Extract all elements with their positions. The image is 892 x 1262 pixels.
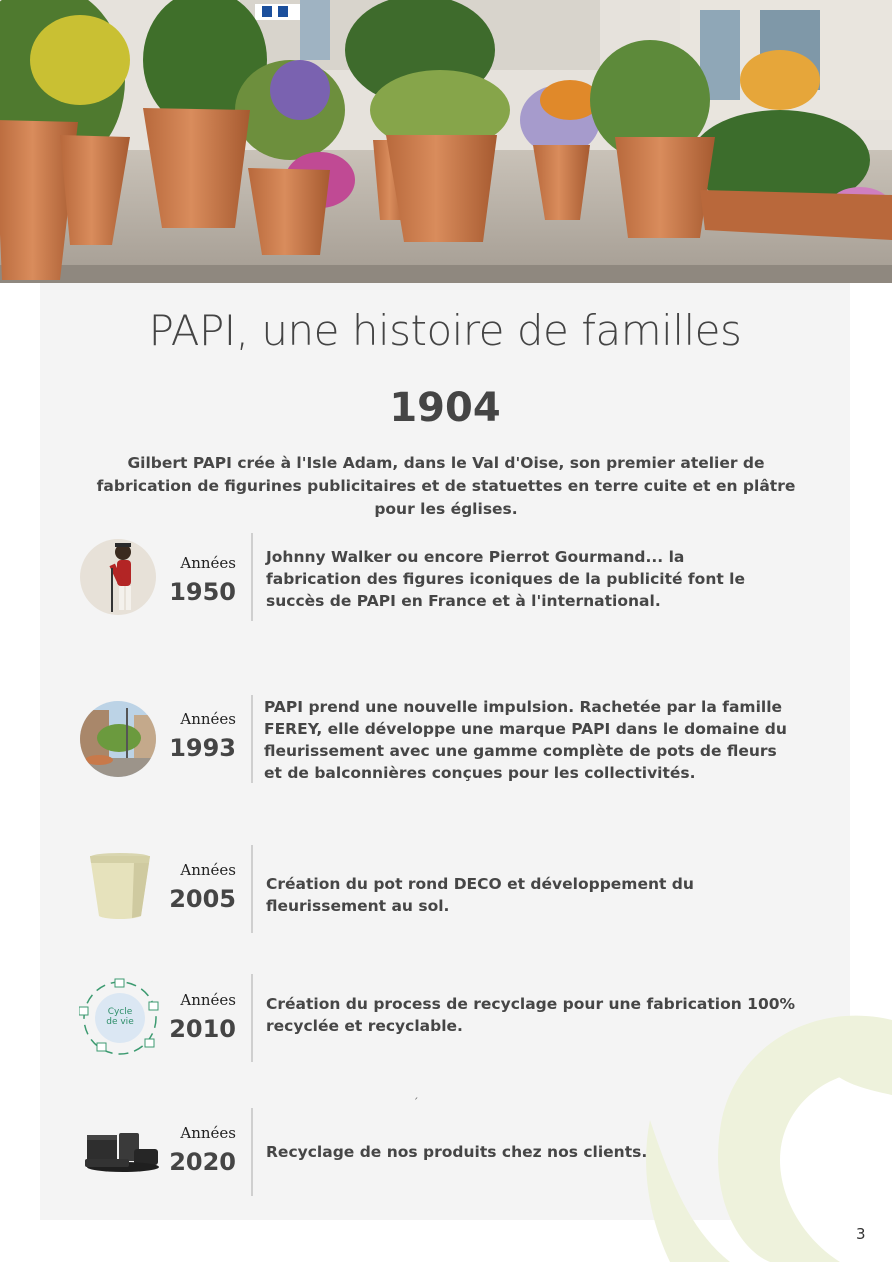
- period-label: [163, 553, 236, 607]
- period-text: Création du pot rond DECO et développement du fleurissement au sol.: [266, 875, 694, 915]
- founding-text: Gilbert PAPI crée à l'Isle Adam, dans le Val d'Oise, son premier atelier de fabrication de figurines publicitaires et de statuettes en terre cuite et en plâtre pour les églises.: [96, 454, 796, 518]
- divider: [251, 695, 253, 783]
- cycle-label-line2: de vie: [106, 1017, 134, 1027]
- period-text: Recyclage de nos produits chez nos clients.: [266, 1143, 648, 1161]
- period-prefix: Années: [180, 710, 236, 728]
- recycled-products-image: [79, 1113, 157, 1191]
- period-label: [163, 1123, 236, 1177]
- period-label: [163, 860, 236, 914]
- deco-pot-image: [79, 850, 157, 928]
- header-photo: [0, 0, 892, 283]
- period-year: 2020: [169, 1148, 236, 1176]
- life-cycle-diagram: [79, 977, 157, 1055]
- period-label: [163, 990, 236, 1044]
- figurine-photo: [79, 538, 157, 616]
- flower-pots-photo: [0, 0, 892, 283]
- period-year: 2010: [169, 1015, 236, 1043]
- period-year: 1950: [169, 578, 236, 606]
- cycle-label-line1: Cycle: [107, 1007, 133, 1017]
- leaf-icon: [630, 1010, 892, 1262]
- period-prefix: Années: [180, 991, 236, 1009]
- period-prefix: Années: [180, 1124, 236, 1142]
- stray-mark: ´: [413, 1096, 419, 1109]
- founding-year: 1904: [389, 385, 501, 431]
- street-flower-photo: [79, 700, 157, 778]
- period-label: [163, 709, 236, 763]
- period-text: Création du process de recyclage pour une fabrication 100% recyclée et recyclable.: [266, 995, 796, 1035]
- period-text: Johnny Walker ou encore Pierrot Gourmand... la fabrication des figures iconiques de la publicité font le succès de PAPI en France et à l'international.: [266, 548, 745, 610]
- leaf-logo-watermark: [630, 1010, 892, 1262]
- page-title: PAPI, une histoire de familles: [148, 306, 742, 355]
- divider: [251, 974, 253, 1062]
- period-prefix: Années: [180, 554, 236, 572]
- period-text: PAPI prend une nouvelle impulsion. Rachetée par la famille FEREY, elle développe une marque PAPI dans le domaine du fleurissement avec une gamme complète de pots de fleurs et de balconnières conçues pour les collectivités.: [264, 698, 787, 782]
- divider: [251, 845, 253, 933]
- period-year: 2005: [169, 885, 236, 913]
- page-number: 3: [856, 1225, 866, 1243]
- divider: [251, 1108, 253, 1196]
- period-prefix: Années: [180, 861, 236, 879]
- divider: [251, 533, 253, 621]
- period-year: 1993: [169, 734, 236, 762]
